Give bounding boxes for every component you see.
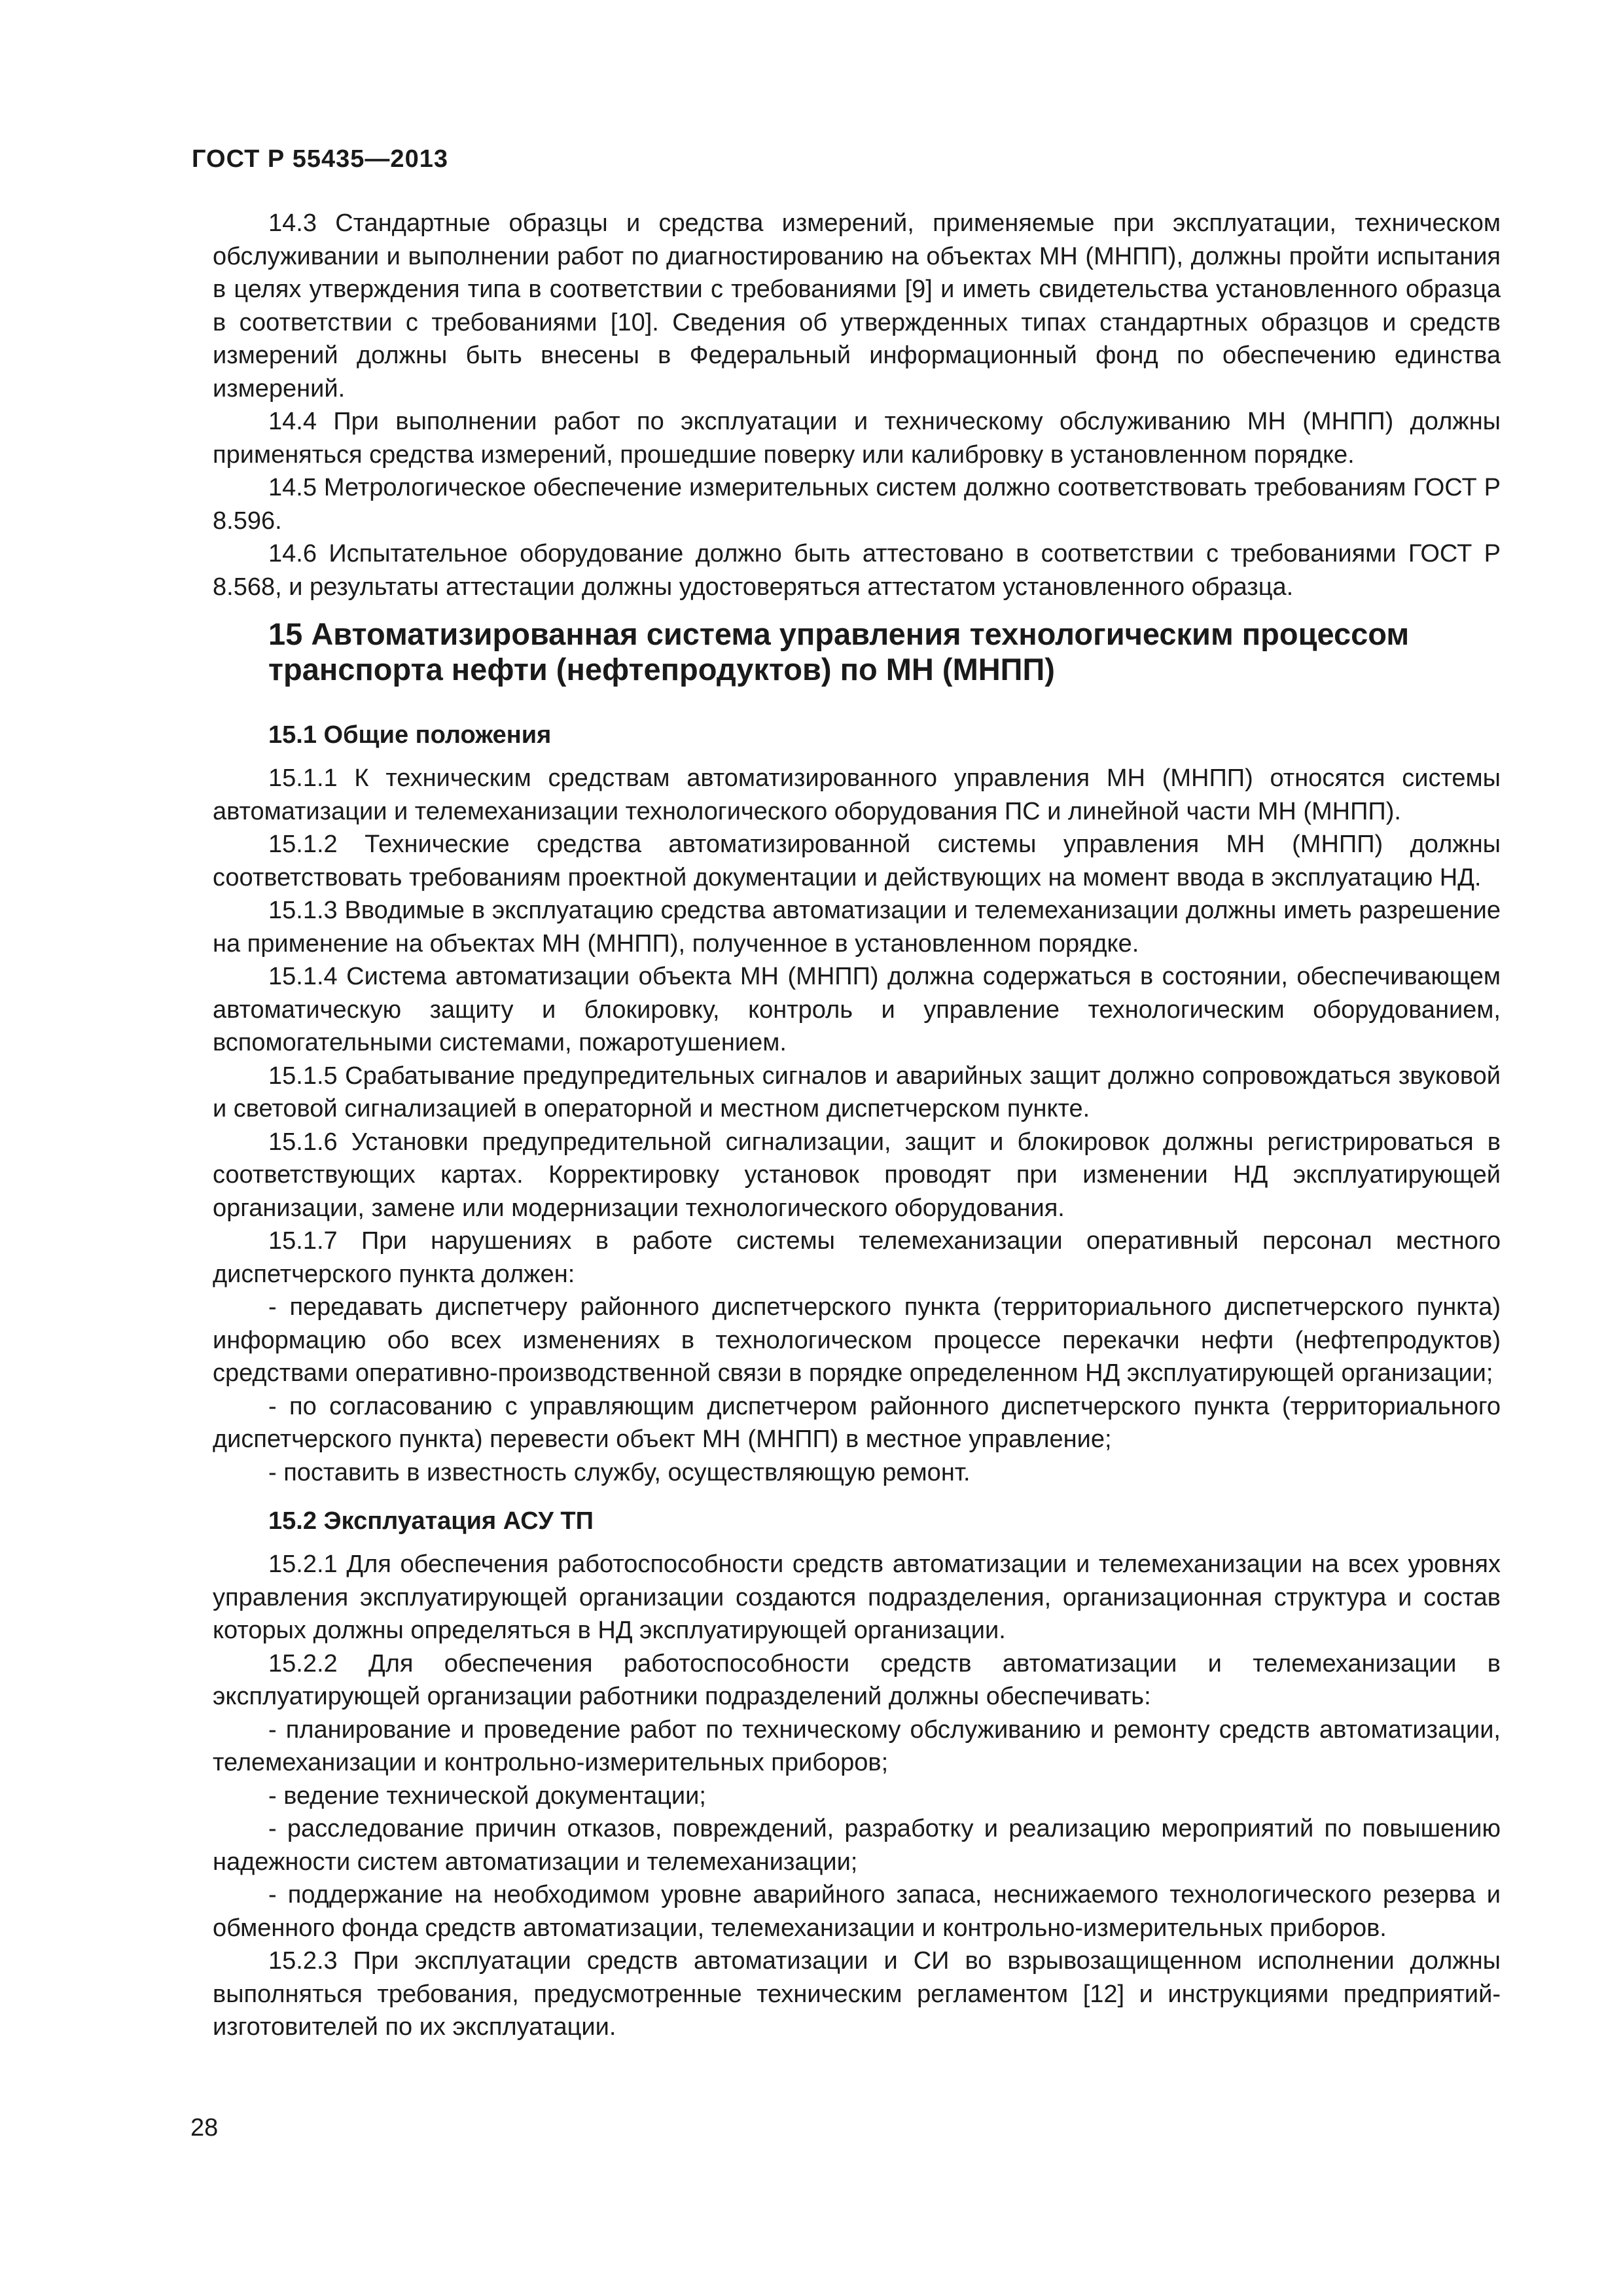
subsection-15-2-title: 15.2 Эксплуатация АСУ ТП — [268, 1507, 594, 1535]
subsection-15-1-title: 15.1 Общие положения — [268, 721, 552, 749]
list-item: - поставить в известность службу, осуществляющую ремонт. — [268, 1458, 971, 1486]
paragraph-15-1-5: 15.1.5 Срабатывание предупредительных сигналов и аварийных защит должно сопровождаться звуковой и световой сигнализацией в операторной и местном диспетчерском пункте. — [213, 1062, 1501, 1122]
paragraph-15-1-7: 15.1.7 При нарушениях в работе системы телемеханизации оперативный персонал местного диспетчерского пункта должен: — [213, 1227, 1501, 1288]
list-item: - поддержание на необходимом уровне аварийного запаса, неснижаемого технологического резерва и обменного фонда средств автоматизации, телемеханизации и контрольно-измерительных приборов. — [213, 1881, 1501, 1942]
paragraph-15-2-2: 15.2.2 Для обеспечения работоспособности средств автоматизации и телемеханизации в эксплуатирующей организации работники подразделений должны обеспечивать: — [213, 1649, 1501, 1710]
paragraph-15-1-6: 15.1.6 Установки предупредительной сигнализации, защит и блокировок должны регистрироваться в соответствующих картах. Корректировку установок проводят при изменении НД эксплуатирующей организации, замене или модернизации технологического оборудования. — [213, 1128, 1501, 1222]
list-item: - ведение технической документации; — [268, 1782, 706, 1810]
list-item: - по согласованию с управляющим диспетчером районного диспетчерского пункта (территориального диспетчерского пункта) перевести объект МН (МНПП) в местное управление; — [213, 1392, 1501, 1453]
paragraph-15-1-4: 15.1.4 Система автоматизации объекта МН (МНПП) должна содержаться в состоянии, обеспечивающем автоматическую защиту и блокировку, контроль и управление технологическим оборудованием, вспомогательными системами, пожаротушением. — [213, 963, 1501, 1056]
list-item: - передавать диспетчеру районного диспетчерского пункта (территориального диспетчерского пункта) информацию обо всех изменениях в технологическом процессе перекачки нефти (нефтепродуктов) средствами оперативно-производственной связи в порядке определенном НД эксплуатирующей организации; — [213, 1293, 1501, 1387]
paragraph-15-1-1: 15.1.1 К техническим средствам автоматизированного управления МН (МНПП) относятся системы автоматизации и телемеханизации технологического оборудования ПС и линейной части МН (МНПП). — [213, 764, 1501, 825]
paragraph-14-5: 14.5 Метрологическое обеспечение измерительных систем должно соответствовать требованиям ГОСТ Р 8.596. — [213, 474, 1501, 535]
paragraph-14-4: 14.4 При выполнении работ по эксплуатации и техническому обслуживанию МН (МНПП) должны применяться средства измерений, прошедшие поверку или калибровку в установленном порядке. — [213, 408, 1501, 469]
paragraph-14-6: 14.6 Испытательное оборудование должно быть аттестовано в соответствии с требованиями ГОСТ Р 8.568, и результаты аттестации должны удостоверяться аттестатом установленного образца. — [213, 540, 1501, 601]
page-number: 28 — [190, 2114, 219, 2142]
paragraph-15-2-3: 15.2.3 При эксплуатации средств автоматизации и СИ во взрывозащищенном исполнении должны выполняться требования, предусмотренные техническим регламентом [12] и инструкциями предприятий-изготовителей по их эксплуатации. — [213, 1947, 1501, 2041]
paragraph-15-1-3: 15.1.3 Вводимые в эксплуатацию средства автоматизации и телемеханизации должны иметь разрешение на применение на объектах МН (МНПП), полученное в установленном порядке. — [213, 897, 1501, 958]
section-15-title: 15 Автоматизированная система управления технологическим процессом транспорта нефти (нефтепродуктов) по МН (МНПП) — [268, 617, 1410, 687]
document-body — [213, 207, 1501, 2044]
paragraph-14-3: 14.3 Стандартные образцы и средства измерений, применяемые при эксплуатации, техническом обслуживании и выполнении работ по диагностированию на объектах МН (МНПП), должны пройти испытания в целях утверждения типа в соответствии с требованиями [9] и иметь свидетельства установленного образца в соответствии с требованиями [10]. Сведения об утвержденных типах стандартных образцов и средств измерений должны быть внесены в Федеральный информационный фонд по обеспечению единства измерений. — [213, 209, 1501, 403]
paragraph-15-2-1: 15.2.1 Для обеспечения работоспособности средств автоматизации и телемеханизации на всех уровнях управления эксплуатирующей организации создаются подразделения, организационная структура и состав которых должны определяться в НД эксплуатирующей организации. — [213, 1551, 1501, 1644]
list-item: - планирование и проведение работ по техническому обслуживанию и ремонту средств автоматизации, телемеханизации и контрольно-измерительных приборов; — [213, 1715, 1501, 1776]
document-header-code: ГОСТ Р 55435—2013 — [192, 145, 448, 173]
list-item: - расследование причин отказов, повреждений, разработку и реализацию мероприятий по повышению надежности систем автоматизации и телемеханизации; — [213, 1815, 1501, 1876]
paragraph-15-1-2: 15.1.2 Технические средства автоматизированной системы управления МН (МНПП) должны соответствовать требованиям проектной документации и действующих на момент ввода в эксплуатацию НД. — [213, 831, 1501, 891]
